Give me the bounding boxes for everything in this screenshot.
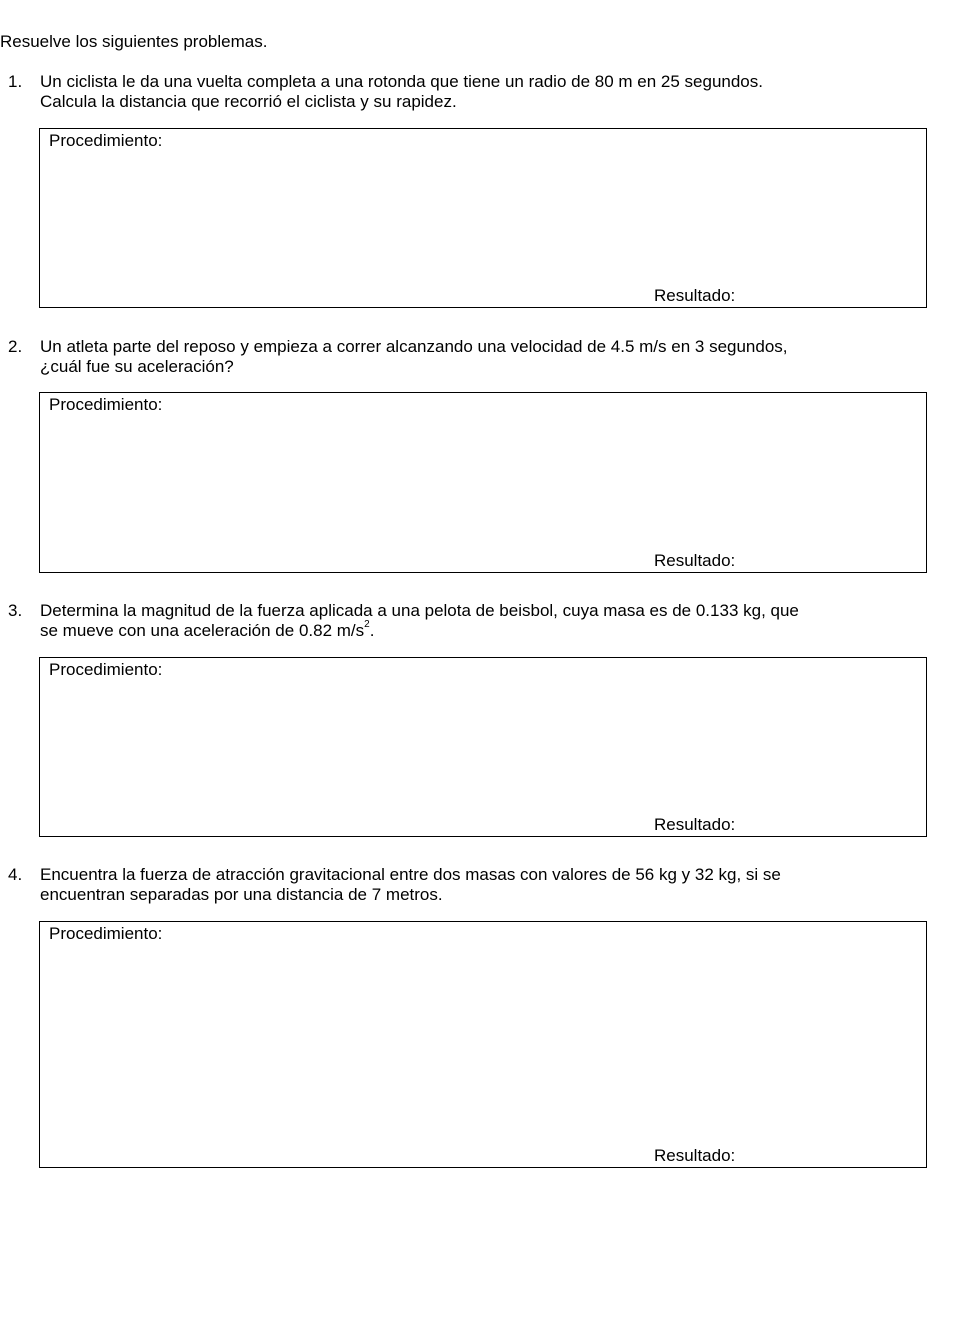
problem-line: Un atleta parte del reposo y empieza a correr alcanzando una velocidad de 4.5 m/s en 3 segundos,	[40, 337, 788, 356]
problem-number: 3.	[8, 601, 23, 620]
result-label: Resultado:	[654, 1146, 736, 1165]
procedure-label: Procedimiento:	[49, 131, 163, 150]
problem-statement	[40, 72, 940, 112]
problem-line: Encuentra la fuerza de atracción gravitacional entre dos masas con valores de 56 kg y 32 kg, si se	[40, 865, 781, 884]
problem-line-text: se mueve con una aceleración de 0.82 m/s	[40, 621, 365, 640]
problem-line: ¿cuál fue su aceleración?	[40, 357, 234, 376]
result-label: Resultado:	[654, 815, 736, 834]
problem-number: 1.	[8, 72, 23, 91]
problem-line-end: .	[369, 621, 375, 640]
problem-line: Determina la magnitud de la fuerza aplicada a una pelota de beisbol, cuya masa es de 0.133 kg, que	[40, 601, 799, 620]
problem-number: 4.	[8, 865, 23, 884]
procedure-label: Procedimiento:	[49, 660, 163, 679]
result-label: Resultado:	[654, 551, 736, 570]
problem-number: 2.	[8, 337, 23, 356]
procedure-label: Procedimiento:	[49, 924, 163, 943]
problem-line: encuentran separadas por una distancia de 7 metros.	[40, 885, 443, 904]
problem-line: Calcula la distancia que recorrió el ciclista y su rapidez.	[40, 92, 457, 111]
answer-box-3[interactable]	[39, 657, 927, 837]
exponent: 2	[364, 619, 370, 631]
instructions: Resuelve los siguientes problemas.	[0, 32, 268, 51]
problem-statement	[40, 601, 940, 641]
procedure-label: Procedimiento:	[49, 395, 163, 414]
answer-box-4[interactable]	[39, 921, 927, 1168]
problem-line: Un ciclista le da una vuelta completa a una rotonda que tiene un radio de 80 m en 25 segundos.	[40, 72, 763, 91]
problem-statement	[40, 337, 940, 377]
problem-line	[40, 621, 940, 641]
result-label: Resultado:	[654, 286, 736, 305]
problem-statement	[40, 865, 940, 905]
answer-box-1[interactable]	[39, 128, 927, 308]
answer-box-2[interactable]	[39, 392, 927, 573]
